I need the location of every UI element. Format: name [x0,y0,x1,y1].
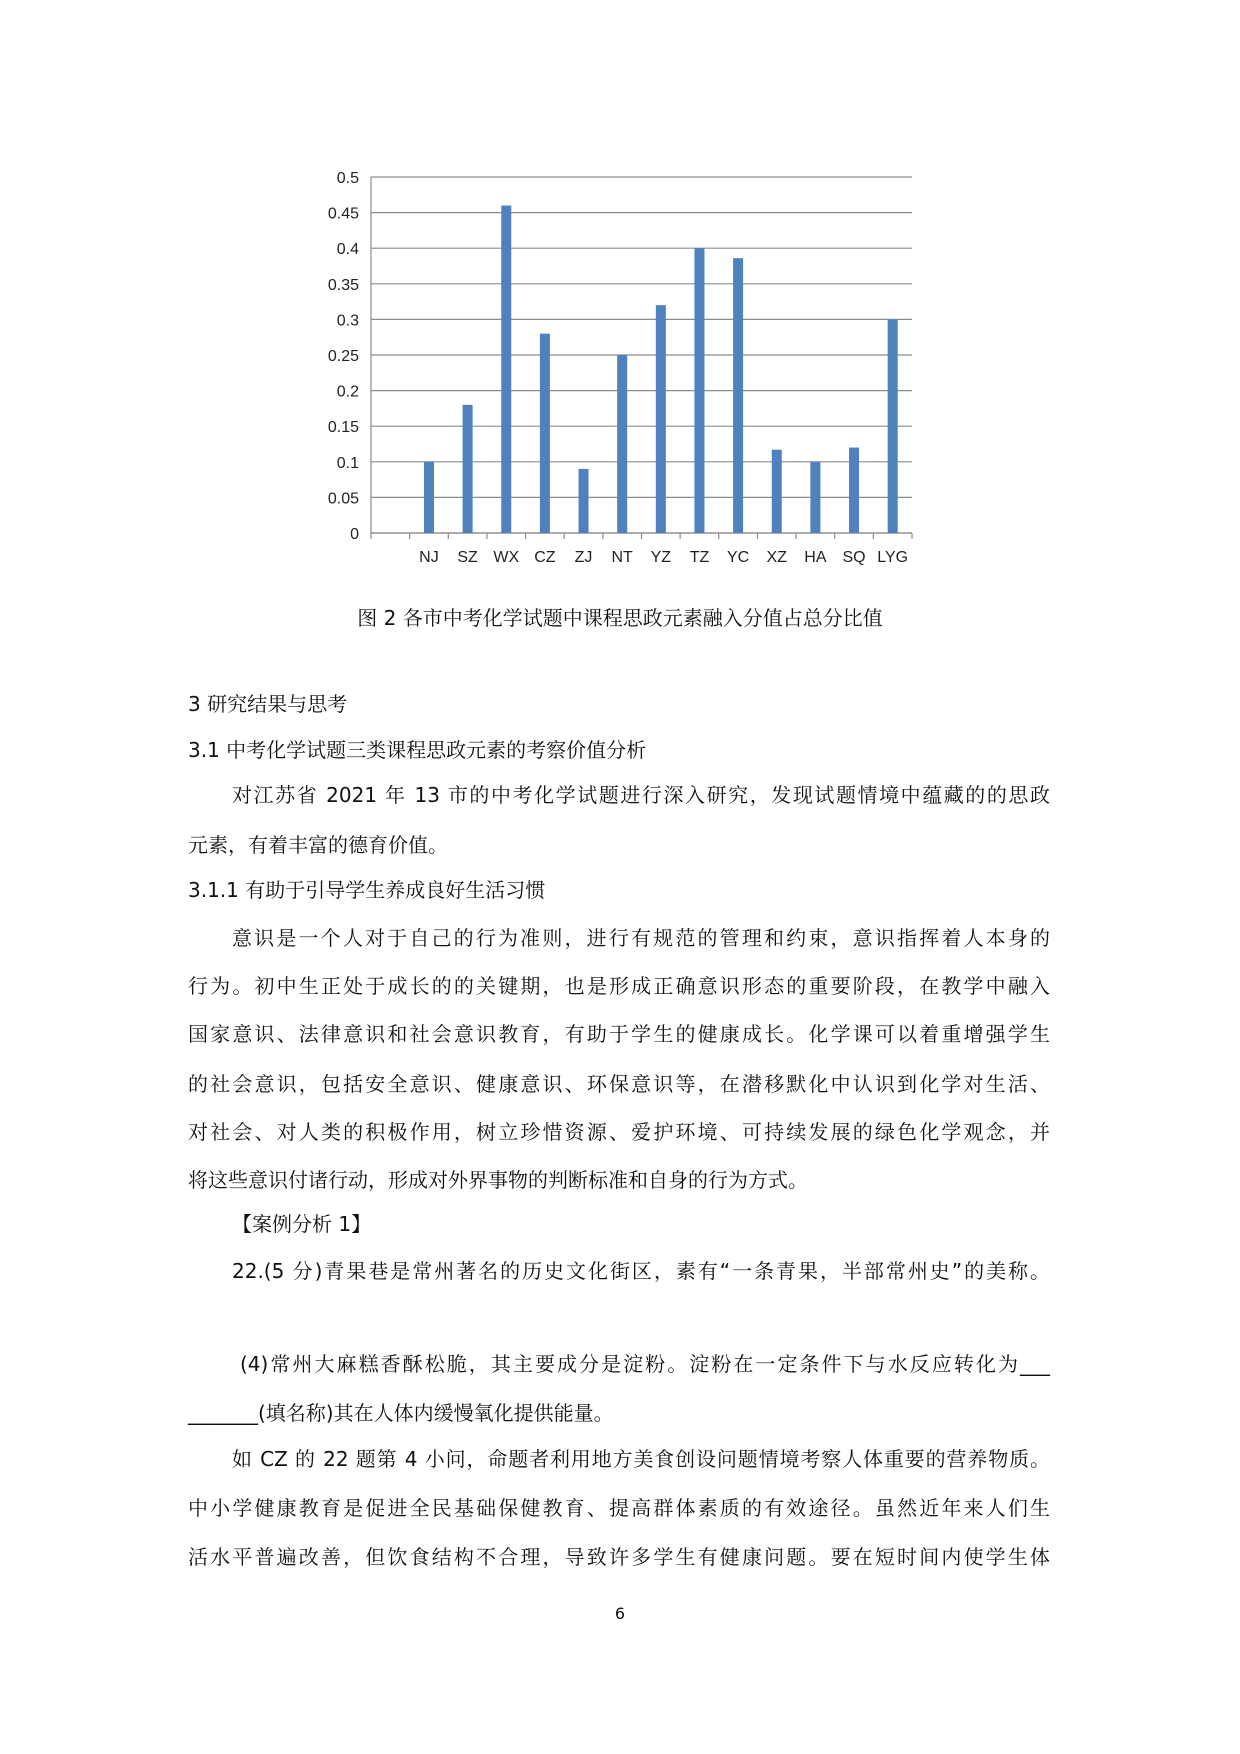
x-tick-label: ZJ [574,549,593,566]
bar-xz [772,450,782,533]
paragraph-line: 的社会意识，包括安全意识、健康意识、环保意识等，在潜移默化中认识到化学对生活、 [188,1072,1050,1096]
paragraph-line: 元素，有着丰富的德育价值。 [188,833,448,857]
bar-sz [463,405,473,533]
x-tick-label: YZ [650,549,672,566]
y-tick-label: 0.4 [336,241,359,259]
x-tick-label: TZ [689,549,710,566]
x-tick-label: WX [493,549,520,566]
paragraph-line: 将这些意识付诸行动，形成对外界事物的判断标准和自身的行为方式。 [188,1168,808,1192]
bar-ha [810,462,820,533]
question-line: 22.(5 分)青果巷是常州著名的历史文化街区，素有“一条青果，半部常州史”的美称。 [232,1259,1050,1283]
paragraph-line: 对江苏省 2021 年 13 市的中考化学试题进行深入研究，发现试题情境中蕴藏的的思政 [232,783,1050,807]
x-tick-label: SQ [842,549,866,566]
bar-nj [424,462,434,533]
question-line: (4)常州大麻糕香酥松脆，其主要成分是淀粉。淀粉在一定条件下与水反应转化为___ [240,1352,1050,1376]
y-tick-label: 0.2 [336,383,359,401]
paragraph-line: 活水平普遍改善，但饮食结构不合理，导致许多学生有健康问题。要在短时间内使学生体 [188,1545,1050,1569]
bar-zj [579,469,589,533]
question-line: _______(填名称)其在人体内缓慢氧化提供能量。 [188,1401,614,1425]
bar-yz [656,305,666,533]
y-tick-label: 0.05 [327,490,359,508]
bar-sq [849,448,859,533]
bar-nt [617,355,627,533]
paragraph-line: 中小学健康教育是促进全民基础保健教育、提高群体素质的有效途径。虽然近年来人们生 [188,1496,1050,1520]
subsection-heading: 3.1 中考化学试题三类课程思政元素的考察价值分析 [188,738,647,762]
x-tick-label: HA [804,549,827,566]
paragraph-line: 如 CZ 的 22 题第 4 小问，命题者利用地方美食创设问题情境考察人体重要的营养物质。 [232,1447,1050,1471]
paragraph-line: 意识是一个人对于自己的行为准则，进行有规范的管理和约束，意识指挥着人本身的 [232,926,1050,950]
case-label: 【案例分析 1】 [232,1212,372,1236]
x-tick-label: YC [726,549,750,566]
y-tick-label: 0.15 [327,419,359,437]
y-tick-label: 0 [350,526,359,543]
x-tick-label: LYG [877,549,909,566]
y-tick-label: 0.5 [336,170,359,187]
bar-tz [694,248,704,533]
page-number: 6 [614,1604,626,1623]
subsubsection-heading: 3.1.1 有助于引导学生养成良好生活习惯 [188,878,546,902]
section-heading: 3 研究结果与思考 [188,692,348,716]
bar-wx [501,205,511,533]
paragraph-line: 对社会、对人类的积极作用，树立珍惜资源、爱护环境、可持续发展的绿色化学观念，并 [188,1120,1050,1144]
bar-yc [733,258,743,533]
figure-caption: 图 2 各市中考化学试题中课程思政元素融入分值占总分比值 [357,606,883,630]
y-tick-label: 0.45 [327,205,359,223]
x-tick-label: NT [611,549,633,566]
y-tick-label: 0.3 [336,312,359,330]
bar-chart [300,160,940,580]
x-tick-label: NJ [419,549,439,566]
paragraph-line: 国家意识、法律意识和社会意识教育，有助于学生的健康成长。化学课可以着重增强学生 [188,1022,1050,1046]
bar-lyg [888,319,898,533]
y-tick-label: 0.25 [327,348,359,365]
x-tick-label: XZ [766,549,787,566]
bar-cz [540,334,550,533]
y-tick-label: 0.1 [336,454,359,472]
x-tick-label: CZ [534,549,556,566]
paragraph-line: 行为。初中生正处于成长的的关键期，也是形成正确意识形态的重要阶段，在教学中融入 [188,974,1050,998]
y-tick-label: 0.35 [327,276,359,294]
x-tick-label: SZ [457,549,478,566]
